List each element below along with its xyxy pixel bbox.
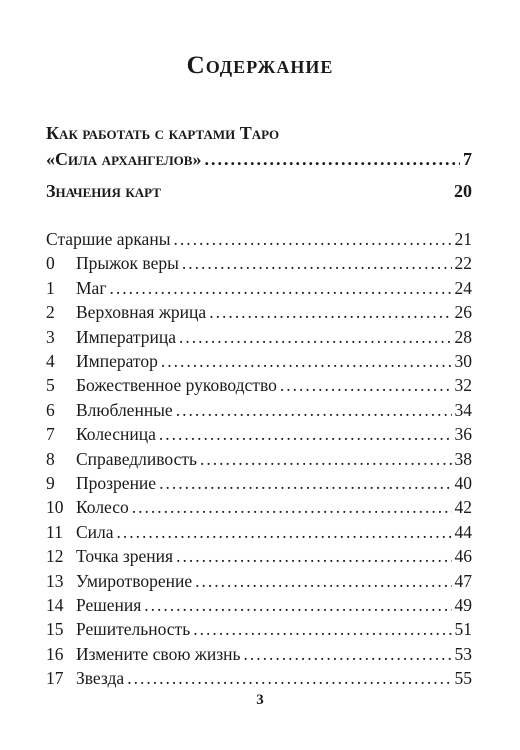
toc-entry xyxy=(46,496,472,518)
toc-entry xyxy=(46,521,472,543)
section-heading-line2: «Сила архангелов» xyxy=(46,149,202,169)
entry-label: Маг xyxy=(76,277,107,298)
entry-label: Звезда xyxy=(76,668,125,689)
toc-entry xyxy=(46,399,472,421)
entry-label: Императрица xyxy=(76,326,177,347)
entry-label: Решительность xyxy=(76,619,191,640)
entry-label: Решения xyxy=(76,595,142,615)
entry-number: 9 xyxy=(46,473,55,493)
dot-leader xyxy=(161,350,452,372)
dot-leader xyxy=(176,545,451,567)
dot-leader xyxy=(204,148,460,170)
entry-number: 13 xyxy=(46,570,64,591)
toc-entry xyxy=(46,252,472,274)
entry-number: 0 xyxy=(46,253,55,274)
toc-entry xyxy=(46,228,472,250)
entry-label: Колесо xyxy=(76,497,129,518)
toc-entry xyxy=(46,570,472,592)
dot-leader xyxy=(182,252,452,274)
section-page-number: 7 xyxy=(463,149,472,169)
dot-leader xyxy=(159,423,452,445)
dot-leader xyxy=(209,301,451,323)
entry-page-number: 46 xyxy=(454,546,472,567)
dot-leader xyxy=(195,570,451,592)
entry-number: 6 xyxy=(46,399,55,420)
dot-leader xyxy=(179,326,451,348)
entry-page-number: 32 xyxy=(454,375,472,396)
entry-number: 10 xyxy=(46,497,64,518)
entry-page-number: 47 xyxy=(454,570,472,591)
dot-leader xyxy=(200,448,452,470)
dot-leader xyxy=(244,643,452,665)
entry-page-number: 55 xyxy=(454,668,472,689)
entry-number: 15 xyxy=(46,619,64,640)
entry-page-number: 24 xyxy=(454,277,472,298)
entry-number: 14 xyxy=(46,595,64,615)
entry-page-number: 21 xyxy=(454,229,472,249)
entry-page-number: 38 xyxy=(454,448,472,469)
entry-page-number: 36 xyxy=(454,424,472,445)
entry-number: 11 xyxy=(46,521,63,542)
toc-entry xyxy=(46,448,472,470)
toc-entry xyxy=(46,301,472,323)
toc-entry xyxy=(46,618,472,640)
entry-page-number: 28 xyxy=(454,326,472,347)
entry-label: Справедливость xyxy=(76,448,197,469)
dot-leader xyxy=(173,228,451,250)
entry-number: 16 xyxy=(46,643,64,664)
section-page-number: 20 xyxy=(454,181,472,201)
entry-number: 3 xyxy=(46,326,55,347)
toc-section-howto xyxy=(46,148,472,170)
entry-page-number: 51 xyxy=(454,619,472,640)
entry-label: Прыжок веры xyxy=(76,253,179,274)
entry-number: 12 xyxy=(46,546,64,567)
dot-leader xyxy=(127,667,451,689)
entry-page-number: 42 xyxy=(454,497,472,518)
dot-leader xyxy=(110,277,452,299)
entry-label: Император xyxy=(76,351,158,371)
dot-leader xyxy=(176,399,452,421)
entry-page-number: 26 xyxy=(454,302,472,323)
section-heading: Значения карт xyxy=(46,181,161,201)
toc-entry xyxy=(46,594,472,616)
toc-entry xyxy=(46,423,472,445)
entry-number: 17 xyxy=(46,668,64,689)
entry-page-number: 30 xyxy=(454,351,472,371)
toc-entry xyxy=(46,326,472,348)
entry-label: Старшие арканы xyxy=(46,229,171,249)
section-heading-line1: Как работать с картами Таро xyxy=(46,123,280,143)
entry-page-number: 40 xyxy=(454,473,472,493)
toc-section-meanings xyxy=(46,180,472,202)
toc-entry xyxy=(46,643,472,665)
entry-label: Влюбленные xyxy=(76,399,173,420)
entry-page-number: 22 xyxy=(454,253,472,274)
toc-entry xyxy=(46,472,472,494)
entry-label: Божественное руководство xyxy=(76,375,277,396)
page-folio: 3 xyxy=(256,692,264,708)
dot-leader xyxy=(280,374,452,396)
entry-label: Измените свою жизнь xyxy=(76,643,241,664)
dot-leader xyxy=(132,496,452,518)
entry-page-number: 53 xyxy=(454,643,472,664)
entry-page-number: 44 xyxy=(454,521,472,542)
entry-page-number: 34 xyxy=(454,399,472,420)
toc-entry xyxy=(46,350,472,372)
entry-number: 4 xyxy=(46,351,55,371)
dot-leader xyxy=(144,594,451,616)
dot-leader xyxy=(193,618,451,640)
toc-entry xyxy=(46,374,472,396)
entry-label: Умиротворение xyxy=(76,570,193,591)
entry-label: Верховная жрица xyxy=(76,302,207,323)
entry-number: 1 xyxy=(46,277,55,298)
entry-number: 7 xyxy=(46,424,55,445)
toc-entry xyxy=(46,667,472,689)
entry-number: 8 xyxy=(46,448,55,469)
entry-label: Сила xyxy=(76,521,114,542)
dot-leader xyxy=(159,472,451,494)
page-title: Содержание xyxy=(186,52,334,79)
dot-leader xyxy=(117,521,452,543)
entry-label: Колесница xyxy=(76,424,156,445)
entry-label: Точка зрения xyxy=(76,546,174,567)
entry-page-number: 49 xyxy=(454,595,472,615)
toc-entry xyxy=(46,277,472,299)
entry-number: 5 xyxy=(46,375,55,396)
entry-label: Прозрение xyxy=(76,473,157,493)
entry-number: 2 xyxy=(46,302,55,323)
toc-entry xyxy=(46,545,472,567)
